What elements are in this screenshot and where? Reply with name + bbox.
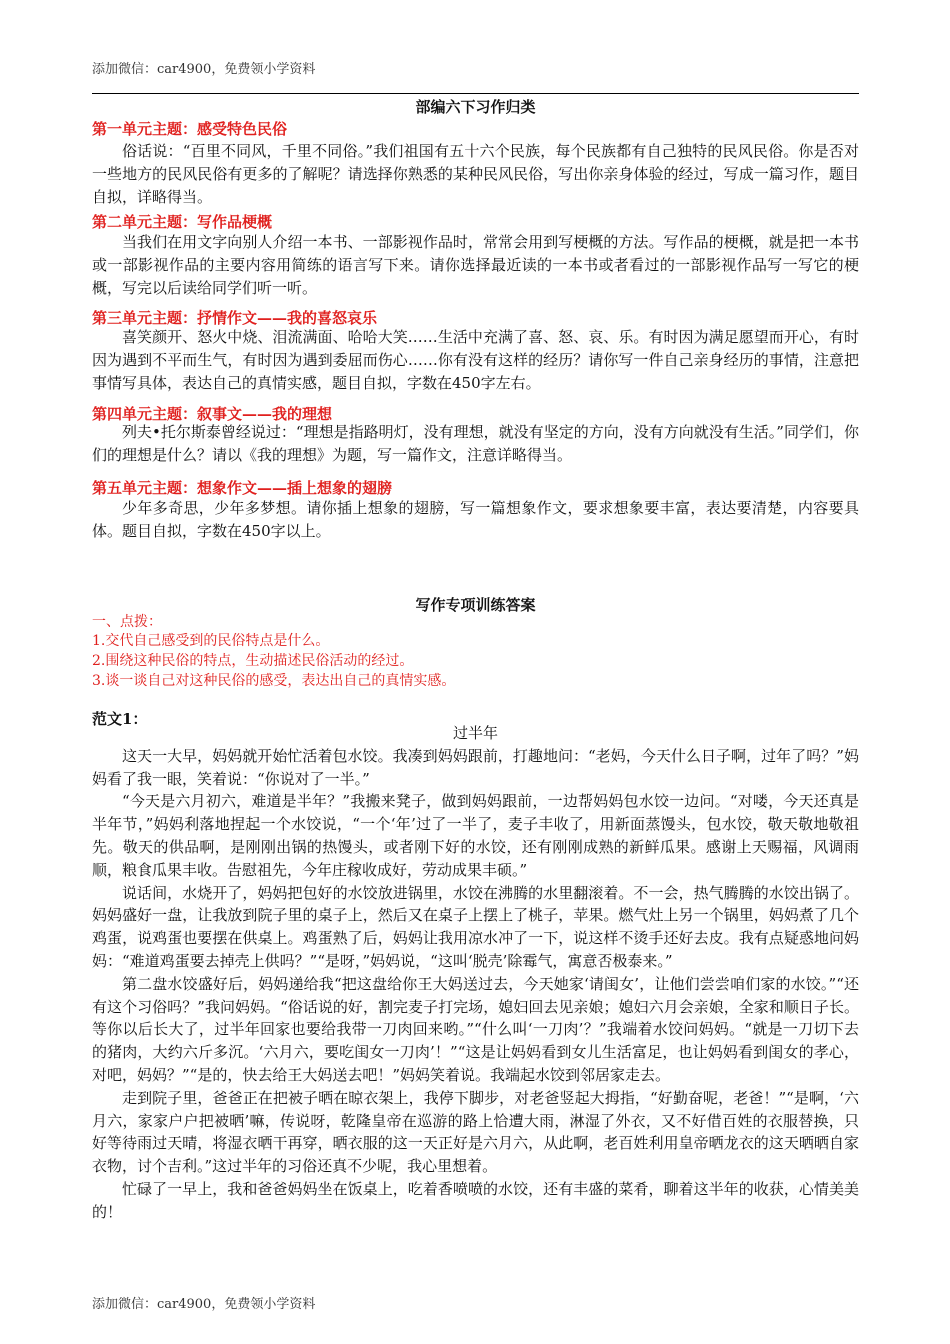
tip-item: 2.围绕这种民俗的特点，生动描述民俗活动的经过。 xyxy=(92,653,414,669)
unit-5-body: 少年多奇思，少年多梦想。请你插上想象的翅膀，写一篇想象作文，要求想象要丰富，表达要清楚，内容要具体。题目自拟，字数在450字以上。 xyxy=(92,499,859,540)
tip-item: 3.谈一谈自己对这种民俗的感受，表达出自己的真情实感。 xyxy=(92,673,456,689)
unit-3-body: 喜笑颜开、怒火中烧、泪流满面、哈哈大笑……生活中充满了喜、怒、哀、乐。有时因为满足愿望而开心，有时因为遇到不平而生气，有时因为遇到委屈而伤心……你有没有这样的经历？请你写一件自己亲身经历的事情，注意把事情写具体，表达自己的真情实感，题目自拟，字数在450字左右。 xyxy=(92,328,859,392)
sample-essay xyxy=(92,722,859,1224)
essay-paragraph: 走到院子里，爸爸正在把被子晒在晾衣架上，我停下脚步，对老爸竖起大拇指，“好勤奋呢，老爸！”“是啊，‘六月六，家家户户把被晒’嘛，传说呀，乾隆皇帝在巡游的路上恰遭大雨，淋湿了外衣，又不好借百姓的衣服替换，只好等待雨过天晴，将湿衣晒干再穿，晒衣服的这一天正好是六月六，从此啊，老百姓利用皇帝晒龙衣的这天晒晒自家衣物，讨个吉利。”这过半年的习俗还真不少呢，我心里想着。 xyxy=(92,1088,859,1176)
sample-label: 范文1： xyxy=(92,710,148,728)
essay-paragraph: “今天是六月初六，难道是半年？”我搬来凳子，做到妈妈跟前，一边帮妈妈包水饺一边问。“对喽，今天还真是半年节，”妈妈利落地捏起一个水饺说，“一个‘年’过了一半了，麦子丰收了，用新面蒸馒头，包水饺，敬天敬地敬祖先。敬天的供品啊，是刚刚出锅的热馒头，或者刚下好的水饺，还有刚刚成熟的新鲜瓜果。感谢上天赐福，风调雨顺，粮食瓜果丰收。告慰祖先，今年庄稼收成好，劳动成果丰硕。” xyxy=(92,792,859,879)
essay-title: 过半年 xyxy=(452,724,498,742)
tips-heading: 一、点拨： xyxy=(92,614,162,630)
tip-item: 1.交代自己感受到的民俗特点是什么。 xyxy=(92,633,330,649)
header-divider xyxy=(92,93,859,94)
unit-1-title: 第一单元主题：感受特色民俗 xyxy=(92,120,288,138)
essay-paragraph: 这天一大早，妈妈就开始忙活着包水饺。我凑到妈妈跟前，打趣地问：“老妈，今天什么日子啊，过年了吗？”妈妈看了我一眼，笑着说：“你说对了一半。” xyxy=(92,746,859,788)
essay-paragraph: 第二盘水饺盛好后，妈妈递给我“把这盘给你王大妈送过去，今天她家‘请闺女’，让他们尝尝咱们家的水饺。”“还有这个习俗吗？”我问妈妈。“俗话说的好，割完麦子打完场，媳妇回去见亲娘；媳妇六月会亲娘，全家和顺日子长。等你以后长大了，过半年回家也要给我带一刀肉回来哟。”“什么叫‘一刀肉’？”我端着水饺问妈妈。“就是一刀切下去的猪肉，大约六斤多沉。‘六月六，要吃闺女一刀肉’！”“这是让妈妈看到女儿生活富足，也让妈妈看到闺女的孝心，对吧，妈妈？”“是的，快去给王大妈送去吧！”妈妈笑着说。我端起水饺到邻居家走去。 xyxy=(92,974,859,1084)
page-footer: 添加微信：car4900，免费领小学资料 xyxy=(92,1297,316,1312)
document-title: 部编六下习作归类 xyxy=(415,98,536,116)
unit-4-title: 第四单元主题：叙事文——我的理想 xyxy=(92,405,333,423)
answers-title: 写作专项训练答案 xyxy=(415,596,536,614)
essay-paragraph: 忙碌了一早上，我和爸爸妈妈坐在饭桌上，吃着香喷喷的水饺，还有丰盛的菜肴，聊着这半年的收获，心情美美的！ xyxy=(92,1179,859,1221)
unit-5-title: 第五单元主题：想象作文——插上想象的翅膀 xyxy=(92,479,393,497)
unit-2-title: 第二单元主题：写作品梗概 xyxy=(92,213,273,231)
page-header: 添加微信：car4900，免费领小学资料 xyxy=(92,62,316,77)
essay-paragraph: 说话间，水烧开了，妈妈把包好的水饺放进锅里，水饺在沸腾的水里翻滚着。不一会，热气腾腾的水饺出锅了。妈妈盛好一盘，让我放到院子里的桌子上，然后又在桌子上摆上了桃子，苹果。燃气灶上另一个锅里，妈妈煮了几个鸡蛋，说鸡蛋也要摆在供桌上。鸡蛋熟了后，妈妈让我用凉水冲了一下，说这样不烫手还好去皮。我有点疑惑地问妈妈：“难道鸡蛋要去掉壳上供吗？”“是呀，”妈妈说，“这叫‘脱壳’除霉气，寓意否极泰来。” xyxy=(92,883,859,970)
unit-4-body: 列夫•托尔斯泰曾经说过：“理想是指路明灯，没有理想，就没有坚定的方向，没有方向就没有生活。”同学们，你们的理想是什么？请以《我的理想》为题，写一篇作文，注意详略得当。 xyxy=(92,423,859,464)
unit-1-body: 俗话说：“百里不同风，千里不同俗。”我们祖国有五十六个民族，每个民族都有自己独特的民风民俗。你是否对一些地方的民风民俗有更多的了解呢？请选择你熟悉的某种民风民俗，写出你亲身体验的经过，写成一篇习作，题目自拟，详略得当。 xyxy=(92,142,859,206)
unit-2-body: 当我们在用文字向别人介绍一本书、一部影视作品时，常常会用到写梗概的方法。写作品的梗概，就是把一本书或一部影视作品的主要内容用简练的语言写下来。请你选择最近读的一本书或者看过的一部影视作品写一写它的梗概，写完以后读给同学们听一听。 xyxy=(92,233,859,297)
unit-3-title: 第三单元主题：抒情作文——我的喜怒哀乐 xyxy=(92,309,378,327)
